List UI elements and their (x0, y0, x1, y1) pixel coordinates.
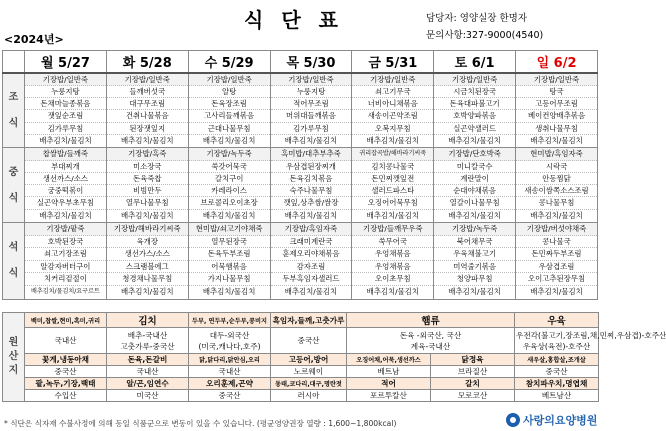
origin-value: 베트남산 (515, 390, 599, 402)
dish-item: 미소장국 (107, 161, 188, 173)
day-header-row (3, 51, 598, 73)
dish-item: 기장밥/일반죽 (434, 74, 515, 86)
origin-item: 우육 (515, 313, 599, 328)
origin-value: 노르웨이 (271, 366, 347, 378)
dish-item: 고사리들깨볶음 (189, 110, 270, 122)
dish-item: 치커리겉절이 (25, 273, 106, 286)
menu-cell (352, 223, 434, 300)
origin-item: 갈치 (431, 378, 515, 390)
dish-item: 감자조림 (271, 261, 352, 274)
origin-value: 국내산 (25, 328, 107, 354)
dish-item: 열무나물무침 (107, 197, 188, 209)
day-header: 토 6/1 (434, 51, 516, 73)
origin-value: 대두-외국산 (미국,캐나다,호주) (189, 328, 271, 354)
menu-cell (352, 148, 434, 223)
dish-item: 새송이쌈쪽소스조림 (516, 185, 597, 197)
dish-item: 기장밥/버섯야채죽 (516, 223, 597, 236)
origin-value: 국내산 (189, 366, 271, 378)
dish-item: 배추김치/물김치 (121, 287, 174, 297)
dish-item: 쇠고기장조림 (25, 248, 106, 261)
dish-item: 탕국 (516, 86, 597, 98)
dish-item: 기장밥/일반죽 (25, 74, 106, 86)
dish-item: 돈민찌깻잎전 (352, 173, 433, 185)
dish-item: 머위대들깨볶음 (271, 110, 352, 122)
dish-item: 생선가스/소스 (107, 248, 188, 261)
menu-cell (434, 223, 516, 300)
dish-item: 기장밥/녹두죽 (189, 148, 270, 160)
origin-item: 새우살,홍합살,조개살 (515, 354, 599, 366)
origin-item: 김치 (107, 313, 189, 328)
dish-item: 우삼겹조림 (516, 261, 597, 274)
dish-item: 근대나물무침 (189, 123, 270, 135)
dish-item: 청경채나물무침 (107, 273, 188, 286)
dish-item: 알탕 (189, 86, 270, 98)
dish-item: 기장밥/팥죽 (25, 223, 106, 236)
dish-item: 돈육죽찹 (107, 173, 188, 185)
origin-item: 알/곤,임연수 (107, 378, 189, 390)
dish-item: 미니칼국수 (434, 161, 515, 173)
dish-item: 배추김치/물김치 (366, 287, 420, 297)
dish-item: 비빔만두 (107, 185, 188, 197)
origin-item: 꽃게,냉동아채 (25, 354, 107, 366)
dish-item: 어묵햄볶음 (189, 261, 270, 274)
dish-item: 샐러드파스타 (352, 185, 433, 197)
dish-item: 기장밥/해바라기씨죽 (107, 223, 188, 236)
dish-item: 배추김치/물김치 (530, 210, 583, 220)
dish-item: 브로콜리오이초장 (189, 197, 270, 209)
origin-value: 브라질산 (431, 366, 515, 378)
origin-item-row (3, 313, 599, 328)
dish-item: 생선까스/소스 (25, 173, 106, 185)
origin-item-row (3, 354, 599, 366)
dish-item: 배추김치/물김치/요구르트 (30, 288, 100, 296)
origin-item: 적어 (347, 378, 431, 390)
dish-item: 돈육장조림 (189, 98, 270, 110)
origin-item: 흑임자,들깨,고춧가루 (271, 313, 347, 328)
menu-cell (516, 148, 598, 223)
dish-item: 배추김치/물김치 (202, 287, 256, 297)
meal-row (3, 148, 598, 223)
menu-cell (434, 148, 516, 223)
dish-item: 찹쌀밥/들깨죽 (25, 148, 106, 160)
origin-value: 포르투칼산 (347, 390, 431, 402)
dish-item: 카레라이스 (189, 185, 270, 197)
corner-cell (3, 51, 25, 73)
origin-item: 오리훈제,곤약 (189, 378, 271, 390)
dish-item: 우육채불고기 (434, 248, 515, 261)
menu-cell (270, 148, 352, 223)
dish-item: 계란말이 (434, 173, 515, 185)
dish-item: 귀리잡곡밥/해바라기씨죽 (352, 148, 433, 160)
contact-text: 문의사항:327-9000(4540) (426, 30, 544, 41)
origin-table (2, 312, 666, 402)
origin-value: 중국산 (515, 366, 599, 378)
dish-item: 배추김치/물김치 (366, 210, 420, 220)
origin-value: 러시아 (271, 390, 347, 402)
origin-item: 햄류 (347, 313, 515, 328)
dish-item: 두부흑임자샐러드 (271, 273, 352, 286)
dish-item: 청양파무침 (434, 273, 515, 286)
dish-item: 실곤약우부초무침 (25, 197, 106, 209)
dish-item: 배추김치/물김치 (39, 210, 92, 220)
dish-item: 들깨버섯국 (107, 86, 188, 98)
dish-item: 실곤약샐러드 (434, 123, 515, 135)
day-header: 금 5/31 (352, 51, 434, 73)
dish-item: 호박된장국 (25, 236, 106, 249)
dish-item: 콩나물무침 (516, 197, 597, 209)
dish-item: 생취나물무침 (516, 123, 597, 135)
day-header: 화 5/28 (106, 51, 188, 73)
origin-item: 두부, 연두부,순두부,콩비지 (189, 313, 271, 328)
menu-table (2, 50, 598, 300)
dish-item: 기장밥/흑임자죽 (271, 223, 352, 236)
meal-label: 조 식 (3, 73, 25, 148)
origin-value: 중국산 (25, 366, 107, 378)
dish-item: 배추김치/물김치 (284, 135, 338, 145)
dish-item: 가지나물무침 (189, 273, 270, 286)
year-label: <2024년> (4, 33, 64, 46)
dish-item: 미역줄기볶음 (434, 261, 515, 274)
dish-item: 김치콩나물국 (352, 161, 433, 173)
dish-item: 알감자버터구이 (25, 261, 106, 274)
dish-item: 적어무조림 (271, 98, 352, 110)
day-header: 수 5/29 (188, 51, 270, 73)
menu-cell (516, 223, 598, 300)
origin-value: 베트남 (347, 366, 431, 378)
menu-cell (25, 223, 107, 300)
origin-value: 중국산 (271, 328, 347, 354)
origin-item: 백미,찹쌀,현미,흑미,귀리 (25, 313, 107, 328)
day-header: 목 5/30 (270, 51, 352, 73)
dish-item: 건취나물볶음 (107, 110, 188, 122)
day-header-sunday: 일 6/2 (516, 51, 598, 73)
dish-item: 고등어무조림 (516, 98, 597, 110)
dish-item: 깻잎,상추쌈/쌈장 (271, 197, 352, 209)
dish-item: 오이고추된장무침 (516, 273, 597, 286)
menu-cell (25, 148, 107, 223)
dish-item: 궁중떡볶이 (25, 185, 106, 197)
dish-item: 기장밥/들깨무우죽 (352, 223, 433, 236)
dish-item: 배추김치/물김치 (448, 135, 501, 145)
hospital-name: 사랑의요양병원 (523, 414, 598, 427)
dish-item: 배추김치/물김치 (121, 210, 174, 220)
page-header (0, 0, 600, 52)
dish-item: 돈육대파불고기 (434, 98, 515, 110)
origin-label: 원 산 지 (3, 313, 25, 402)
dish-item: 배추김치/물김치 (202, 210, 256, 220)
dish-item: 돈육김치볶음 (271, 173, 352, 185)
dish-item: 너비아니채볶음 (352, 98, 433, 110)
dish-item: 열갈이나물무침 (434, 197, 515, 209)
menu-cell (434, 73, 516, 148)
origin-value: 우전각(불고기,장조림,채,민찌,우삼겹)-호주산 우육상(육전)-호주산 (515, 328, 599, 354)
dish-item: 배추김치/물김치 (284, 210, 338, 220)
menu-cell (106, 73, 188, 148)
hospital-logo-icon (506, 413, 520, 427)
origin-value: 모로코산 (431, 390, 515, 402)
menu-cell (188, 148, 270, 223)
dish-item: 콩나물국 (516, 236, 597, 249)
dish-item: 배추김치/물김치 (121, 135, 174, 145)
dish-item: 육개장 (107, 236, 188, 249)
dish-item: 시락국 (516, 161, 597, 173)
dish-item: 열무된장국 (189, 236, 270, 249)
meal-row (3, 73, 598, 148)
dish-item: 기장밥/일반죽 (352, 74, 433, 86)
dish-item: 대구무조림 (107, 98, 188, 110)
dish-item: 북어채무국 (434, 236, 515, 249)
dish-item: 김가루무침 (271, 123, 352, 135)
dish-item: 누룽지탕 (25, 86, 106, 98)
dish-item: 배추김치/물김치 (448, 210, 501, 220)
dish-item: 부대찌개 (25, 161, 106, 173)
dish-item: 시금치된장국 (434, 86, 515, 98)
dish-item: 배추김치/물김치 (366, 135, 420, 145)
dish-item: 누룽지탕 (271, 86, 352, 98)
dish-item: 돈육두부조림 (189, 248, 270, 261)
origin-item: 닭정육 (431, 354, 515, 366)
dish-item: 배추김치/물김치 (202, 135, 256, 145)
dish-item: 기장밥/일반죽 (107, 74, 188, 86)
dish-item: 배추김치/물김치 (284, 287, 338, 297)
dish-item: 호박양파볶음 (434, 110, 515, 122)
dish-item: 김가루무침 (25, 123, 106, 135)
dish-item: 현미밥/쇠고기야채죽 (189, 223, 270, 236)
menu-cell (106, 223, 188, 300)
dish-item: 숙주나물무침 (271, 185, 352, 197)
dish-item: 갈치구이 (189, 173, 270, 185)
dish-item: 쑥갓어묵국 (189, 161, 270, 173)
origin-item: 고등어,방어 (271, 354, 347, 366)
menu-cell (270, 223, 352, 300)
dish-item: 스크램블에그 (107, 261, 188, 274)
origin-value-row (3, 366, 599, 378)
dish-item: 흑미밥/대추부추죽 (271, 148, 352, 160)
origin-item: 참치파우치,명엽채 (515, 378, 599, 390)
meal-label: 석 식 (3, 223, 25, 300)
menu-cell (270, 73, 352, 148)
dish-item: 훈제오리야채볶음 (271, 248, 352, 261)
origin-value-row (3, 328, 599, 354)
page-title: 식단표 (244, 8, 356, 32)
dish-item: 쑥무어국 (352, 236, 433, 249)
dish-item: 베이컨양배추볶음 (516, 110, 597, 122)
origin-value: 돈육 -외국산, 국산 계육-국내산 (347, 328, 515, 354)
dish-item: 잿잎순조림 (25, 110, 106, 122)
dish-item: 오이초무침 (352, 273, 433, 286)
origin-item: 오징어채,어묵,생선까스 (347, 354, 431, 366)
menu-cell (25, 73, 107, 148)
dish-item: 배추김치/물김치 (448, 287, 501, 297)
hospital-logo (506, 412, 597, 428)
dish-item: 기장밥/일반죽 (271, 74, 352, 86)
dish-item: 돈채마늘종볶음 (25, 98, 106, 110)
dish-item: 기장밥/단호박죽 (434, 148, 515, 160)
dish-item: 우엉채볶음 (352, 261, 433, 274)
origin-item: 닭,닭다리,닭안심,오리 (189, 354, 271, 366)
dish-item: 우엉채볶음 (352, 248, 433, 261)
meal-label: 중 식 (3, 148, 25, 223)
dish-item: 크래미계란국 (271, 236, 352, 249)
origin-item: 돈육,돈갈비 (107, 354, 189, 366)
dish-item: 순대야채볶음 (434, 185, 515, 197)
dish-item: 된장잿잎지 (107, 123, 188, 135)
manager-text: 담당자: 영양실장 한명자 (426, 13, 528, 24)
dish-item: 우삼겹된장찌개 (271, 161, 352, 173)
dish-item: 배추김치/물김치 (530, 135, 583, 145)
menu-cell (352, 73, 434, 148)
menu-cell (188, 223, 270, 300)
origin-value: 배추-국내산 고춧가루-중국산 (107, 328, 189, 354)
dish-item: 안동찜닭 (516, 173, 597, 185)
origin-item: 동태,코다리,대구,명란젓 (271, 378, 347, 390)
menu-cell (106, 148, 188, 223)
day-header: 월 5/27 (25, 51, 107, 73)
origin-value: 국내산 (107, 366, 189, 378)
dish-item: 배추김치/물김치 (39, 135, 92, 145)
dish-item: 쇠고기무국 (352, 86, 433, 98)
origin-value: 수입산 (25, 390, 107, 402)
dish-item: 새송이곤약조림 (352, 110, 433, 122)
dish-item: 현미밥/흑임자죽 (516, 148, 597, 160)
origin-value: 중국산 (189, 390, 271, 402)
dish-item: 기장밥/녹두죽 (434, 223, 515, 236)
dish-item: 오징어어묵무침 (352, 197, 433, 209)
dish-item: 돈민짜두부조림 (516, 248, 597, 261)
origin-item-row (3, 378, 599, 390)
origin-value-row (3, 390, 599, 402)
dish-item: 기장밥/흑죽 (107, 148, 188, 160)
origin-value: 미국산 (107, 390, 189, 402)
dish-item: 오복지무침 (352, 123, 433, 135)
dish-item: 기장밥/일반죽 (189, 74, 270, 86)
dish-item: 배추김치/물김치 (530, 287, 583, 297)
menu-cell (516, 73, 598, 148)
menu-cell (188, 73, 270, 148)
meal-row (3, 223, 598, 300)
dish-item: 기장밥/일반죽 (516, 74, 597, 86)
origin-item: 팥,녹두,기장,백태 (25, 378, 107, 390)
footer-note: * 식단은 식자재 수불사정에 의해 동일 식품군으로 변동이 있을 수 있습니다. (평균영양권장 열량 : 1,600~1,800kcal) (4, 419, 397, 428)
